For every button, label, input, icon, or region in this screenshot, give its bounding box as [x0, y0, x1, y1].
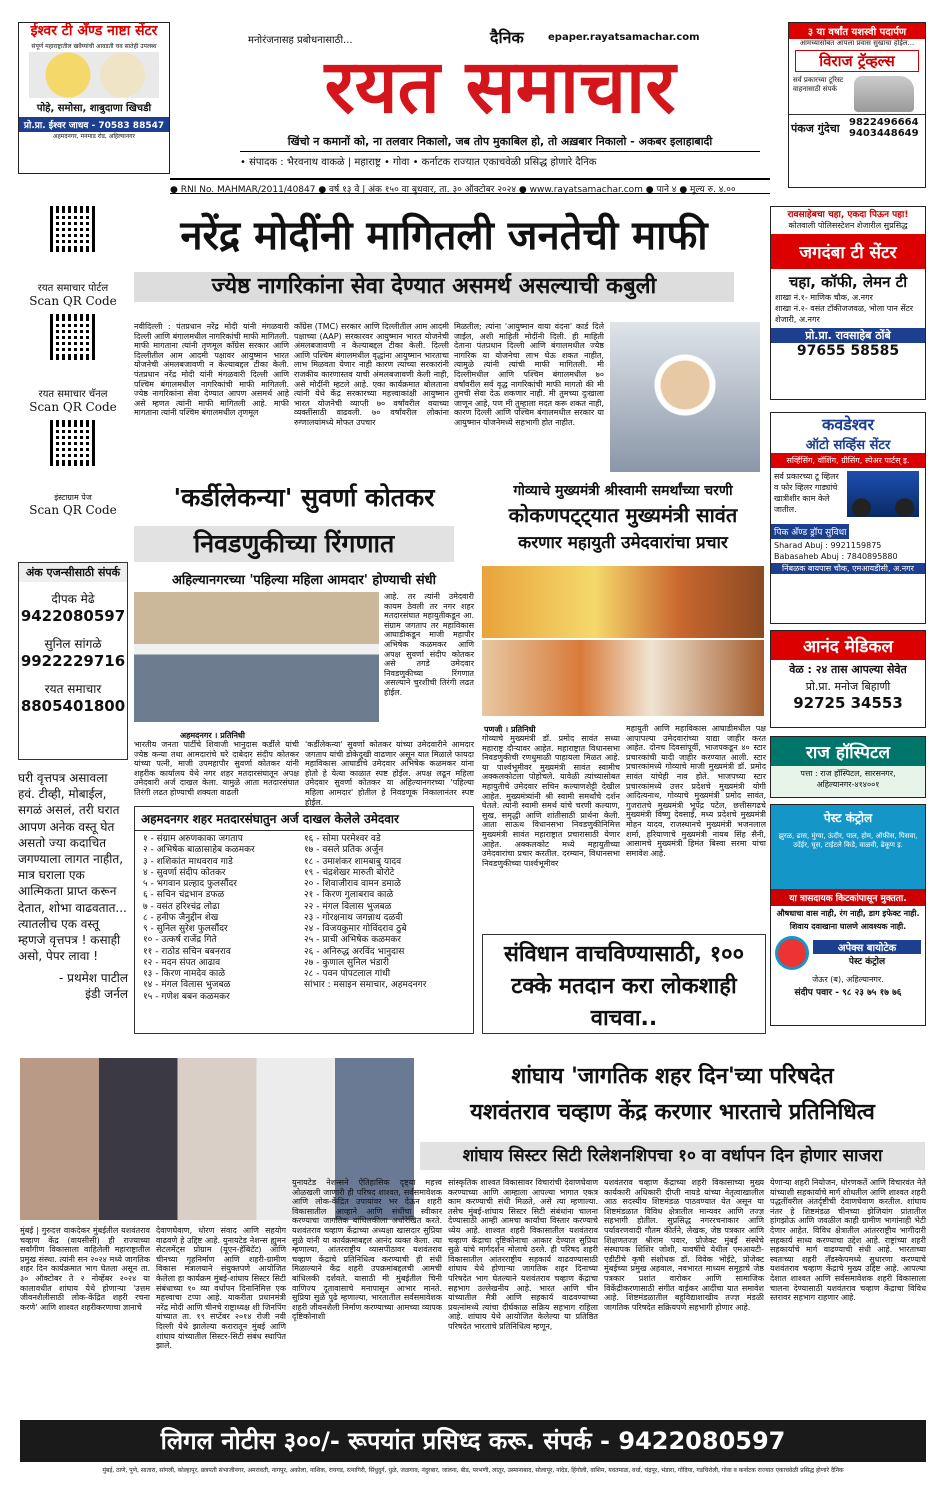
kawadeshwar-contact-1: Sharad Abuj : 9921159875 — [774, 541, 882, 550]
jagdamba-items: चहा, कॉफी, लेमन टी — [788, 273, 908, 291]
viraj-name: पंकज गुंदेचा — [791, 121, 840, 135]
vote-appeal: संविधान वाचविण्यासाठी, १०० टक्के मतदान करा लोकशाही वाचवा.. — [482, 934, 766, 1034]
jagdamba-phone: 97655 58585 — [796, 343, 900, 359]
motorcycle-icon — [847, 471, 919, 517]
anand-title: आनंद मेडिकल — [771, 631, 925, 660]
kawadeshwar-ad — [770, 412, 926, 624]
viraj-ad — [788, 22, 926, 188]
goa-headline: कोकणपट्ट्यात मुख्यमंत्री सावंत — [508, 503, 738, 527]
shanghai-headline-1: शांघाय 'जागतिक शहर दिन'च्या परिषदेत — [511, 1064, 834, 1089]
pest-contact: संदीप पवार - ९८ २३ ७५ १७ ७६ — [794, 988, 902, 998]
qr-label: इंस्टाग्राम पेज — [54, 493, 92, 502]
contact-phone[interactable]: 8805401800 — [20, 697, 126, 715]
candidate-item: १५ - गणेश बबन कळमकर — [143, 991, 230, 1002]
candidate-item: ६ - सचिन चंद्रभान डफळ — [143, 890, 225, 901]
kardile-photo — [134, 592, 379, 722]
masthead-tagline: मनोरंजनासह प्रबोधनासाठी... — [248, 35, 353, 46]
viraj-desc: सर्व प्रकारच्या टूरिस्ट वाहनासाठी संपर्क — [793, 76, 844, 93]
kardile-left: भारतीय जनता पार्टीचे शिवाजी भानुदास कर्डीले यांची ज्येष्ठ कन्या तथा आमदारांचे घरे दाबेदार संदीप कोतकर यांच्या पत्नी, माजी उपमहापौर सुवर्णा कोतकर यांनी शहरीक कार्यालय येथे नगर शहर मतदारसंघातून अपक्ष उमेदवारी अर्ज दाखल केला. यामुळे आता मतदारसंघात तिरंगी लढत होण्याची शक्यता वाढली — [134, 740, 299, 797]
kardile-kicker: 'कर्डीलेकन्या' सुवर्णा कोतकर — [173, 483, 435, 512]
main-column-3: मिळतील; त्यांना 'आयुष्मान वाया वंदना' कार्ड दिले जाईल, अशी माहिती मोदींनी दिली. ही माहिती देताना पंतप्रधान दिल्ली आणि बंगालमधील ज्येष्ठ नागरिक या योजनेचा लाभ घेऊ शकत नाहीत, त्यामुळे त्यांनी त्यांची माफी मागितली. मी दिल्लीमधील आणि पश्चिम बंगालमधील ७० वर्षांवरील सर्व वृद्ध नागरिकांची माफी मागतो की मी तुमची सेवा देऊ शकणार नाही. मी तुमच्या दुःखाला जाणून आहे, पण मी तुम्हाला मदत करू शकत नाही, कारण दिल्ली आणि पश्चिम बंगालमधील सरकार या आयुष्मान योजनेमध्ये सहभागी होत नाहीत. — [454, 322, 604, 427]
kawadeshwar-title: कवडेश्वर — [822, 415, 874, 434]
candidate-item: १९ - चंद्रशेखर मारुती बोरोटे — [304, 867, 395, 878]
raj-address: पत्ता : राज हॉस्पिटल, सारसनगर, अहिल्यानगर-४१४००१ — [800, 769, 896, 789]
pest-list: झुरळ, ढास, मुंग्या, ऊंदीर, पाल, होम, ऑफीस, पिसवा, उदेंईर, घूस, टाईटले किडे, वाळवी, ढेकूण इ. — [778, 832, 918, 849]
goa-left: गोव्याचे मुख्यमंत्री डॉ. प्रमोद सावंत सध्या महाराष्ट्र दौऱ्यावर आहेत. महाराष्ट्रात विधानसभा निवडणुकीची रणधुमाळी पाहायला मिळत आहे. या पार्श्वभूमीवर मुख्यमंत्री सावंत स्वामीच अक्कलकोटला पोहोचले. यावेळी त्यांच्यासोबत महायुतीचे उमेदवार सचिन कल्याणशेट्टी देखील आहेत. मुख्यमंत्र्यांनी श्री स्वामी समर्थांचे दर्शन घेतले. त्यांनी स्वामी समर्थ यांचे चरणी कल्याण, सुख, समृद्धी आणि शांतीसाठी प्रार्थना केली. आता साऊथ विधानसभा निवडणुकीनिमित्त मुख्यमंत्री सावंत महाराष्ट्रात प्रचारासाठी येणार आहेत. अक्कलकोट मध्ये महायुतीच्या उमेदवारांचा प्रचार करतील. दरम्यान, विधानसभा निवडणुकीच्या पार्श्वभूमीवर — [482, 734, 620, 868]
food-photo — [29, 52, 159, 98]
qr-code-instagram[interactable] — [50, 420, 96, 466]
pest-control-ad — [770, 804, 926, 1026]
kardile-headline: निवडणुकीच्या रिंगणात — [134, 526, 454, 562]
candidate-item: १४ - मंगल विलास भुजबळ — [143, 980, 231, 991]
anand-phone: 92725 34553 — [793, 694, 903, 712]
shanghai-column-1: मुंबई | गुरुदत्त वाकदेकर मुंबईतील यशवंतराव चव्हाण केंद्र (वायसीसी) ही राज्याच्या सर्वांगीण विकासाला वाहिलेली महाराष्ट्रातील प्रमुख संस्था. त्यांनी सन २०२४ मध्ये जागतिक शहर दिन कार्यक्रमात भाग घेतला असून ता. ३० ऑक्टोबर ते २ नोव्हेंबर २०२४ या कालावधीत शांघाय येथे होणाऱ्या 'उत्तम जीवनशैलीसाठी लोक-केंद्रित शहरी रचना करणे' आणि शाश्वत शहरीकरणाचा ज्ञानाचे — [20, 1226, 150, 1312]
shanghai-column-2: देवाणघेवाण, धोरण संवाद आणि सहयोग वाढवणे हे उद्दिष्ट आहे. युनायटेड नेशन्स ह्युमन सेटलमेंट्स प्रोग्राम (यूएन-हॅबिटॅट) आणि चीनच्या गृहनिर्माण आणि शहरी-ग्रामीण विकास मंत्रालयाने संयुक्तपणे आयोजित केलेला हा कार्यक्रम मुंबई-शांघाय सिस्टर सिटी संबंधाच्या १० व्या वर्धापन दिनानिमित्त एक महत्त्वाचा टप्पा आहे. याकरीता प्रधानमंत्री नरेंद्र मोदी आणि चीनचे राष्ट्राध्यक्ष शी जिनपिंग यांच्यात ता. १९ सप्टेंबर २०१४ रोजी नवी दिल्ली येथे झालेल्या करारातून मुंबई आणि शांघाय यांच्यातील सिस्टर-सिटी संबंध स्थापित झाले. — [156, 1226, 286, 1351]
kardile-sub: अहिल्यानगरच्या 'पहिल्या महिला आमदार' होण्याची संधी — [171, 573, 437, 588]
kawadeshwar-pickup: पिक अँण्ड ड्रॉप सुविधा — [771, 524, 849, 539]
masthead-slogan: खिंचो न कमानों को, ना तलवार निकालो, जब तोप मुकाबिल हो, तो अख़बार निकालो - अकबर इलाहाबादी — [287, 135, 713, 148]
raj-hospital-ad — [770, 736, 926, 798]
contact-name: दीपक मेढे — [51, 592, 95, 606]
shanghai-column-6: येणाऱ्या शहरी नियोजन, धोरणकर्ते आणि विचारवंत नेते यांच्याशी सहकार्याचे मार्ग शोधतील आणि शाश्वत शहरी पद्धतींवरील अंतर्दृष्टीची देवाणघेवाण करतील. शांघाय नंतर हे शिष्टमंडळ चीनच्या झेजियांग प्रांतातील हांगझोऊ आणि जवळील काही ग्रामीण भागांनाही भेटी देणार आहेत. विविध क्षेत्रातील आंतरराष्ट्रीय भागीदारी सहकार्य साध्य करण्याचा उद्देश आहे. राष्ट्रांच्या शहरी सहकार्याचे मार्ग वाढण्याची संधी आहे. भारताच्या स्वतःच्या शहरी लॅंडस्केपमध्ये सुधारणा करण्याचे यशवंतराव चव्हाण केंद्राचे मुख्य उद्दिष्ट आहे. आपल्या देशात शाश्वत आणि सर्वसमावेशक शहरी विकासाला चालना देण्यासाठी यशवंतराव चव्हाण केंद्राचा विविध स्तरावर सहभाग राहणार आहे. — [770, 1178, 926, 1303]
main-headline: नरेंद्र मोदींनी मागितली जनतेची माफी — [180, 213, 708, 259]
agency-contact — [18, 562, 128, 760]
kardile-dateline: अहमदनगर । प्रतिनिधी — [180, 731, 245, 740]
viraj-sub: आमच्यासोबत आपला प्रवास सुखाचा होईल... — [799, 39, 915, 47]
candidate-item: सांभार : मसाइन समाचार, अहमदनगर — [304, 980, 427, 991]
candidate-item: १२ - मदन संपत आढाव — [143, 957, 221, 968]
anand-owner: प्रो.प्रा. मनोज बिहाणी — [805, 680, 891, 693]
qr-scan: Scan QR Code — [29, 400, 117, 414]
jagdamba-title: जगदंबा टी सेंटर — [771, 234, 925, 269]
shanghai-headline-2: यशवंतराव चव्हाण केंद्र करणार भारताचे प्रतिनिधित्व — [470, 1100, 875, 1125]
goa-kicker: गोव्याचे मुख्यमंत्री श्रीस्वामी समर्थांच्या चरणी — [513, 483, 733, 499]
candidate-item: ८ - हनीफ जैनुद्दीन शेख — [143, 912, 219, 923]
candidate-item: ७ - वसंत हरिश्चंद्र लोढा — [143, 901, 220, 912]
masthead-registration: ● RNI No. MAHMAR/2011/40847 ● वर्ष १३ वे | अंक १५० वा बुधवार, ता. ३० ऑक्टोबर २०२४ ● www.rayatsamachar.com ● पाने ४ ● मूल्य रु. ४.०० — [170, 178, 770, 194]
qr-sidebar — [18, 206, 128, 517]
candidate-item: २६ - अनिरुद्ध अरविंद भानुदास — [304, 946, 405, 957]
candidate-item: २१ - किरण गुलाबराव काळे — [304, 890, 394, 901]
quote-author: - प्रथमेश पाटील — [58, 971, 128, 986]
candidate-item: १० - उत्कर्ष राजेंद्र गिते — [143, 935, 217, 946]
main-column-2: काँग्रेस (TMC) सरकार आणि दिल्लीतील आम आदमी पक्षाच्या (AAP) सरकारवर आयुष्मान भारत योजनेची अंमलबजावणी न केल्याबद्दल टीका केली. दिल्ली आणि पश्चिम बंगालमधील वृद्धांना आयुष्मान भारताचा लाभ मिळवता येणार नाही कारण त्यांच्या सरकारांनी राजकीय कारणास्तव याची अंमलबजावणी केली नाही, असे मोदींनी म्हटले आहे. एका कार्यक्रमात बोलताना त्यांनी येथे केंद्र सरकारच्या महत्त्वाकांक्षी आयुष्मान भारत योजनेची व्याप्ती ७० वर्षांवरील वयाच्या व्यक्तींसाठी वाढवली. ७० वर्षांवरील लोकांना रुग्णालयांमध्ये मोफत उपचार — [294, 322, 449, 427]
jagdamba-ad — [770, 206, 926, 400]
anand-medical-ad — [770, 630, 926, 728]
pest-note-2: शिवाय दवाखाना घालणे आवश्यक नाही. — [789, 922, 907, 931]
qr-scan: Scan QR Code — [29, 294, 117, 308]
jagdamba-branch-2: शाखा नं.२- वसंत टॉकीजजवळ, भोला पान सेंटर शेजारी, अ.नगर — [775, 304, 914, 324]
qr-code-portal[interactable] — [50, 206, 96, 252]
qr-label: रयत समाचार पोर्टल — [37, 283, 109, 294]
goa-right: महायुती आणि महाविकास आघाडीमधील पक्ष आपापल्या उमेदवारांच्या याद्या जाहीर करत आहेत. दोनच दिवसांपूर्वी, भाजपकडून ४० स्टार प्रचारकांची यादी जाहीर करण्यात आली. स्टार प्रचारकांमध्ये गोव्याचे माजी मुख्यमंत्री डॉ. प्रमोद सावंत यांचेही नाव होते. भाजपच्या स्टार प्रचारकांमध्ये उत्तर प्रदेशचे मुख्यमंत्री योगी आदित्यनाथ, गोव्याचे मुख्यमंत्री प्रमोद सावंत, गुजरातचे मुख्यमंत्री भूपेंद्र पटेल, छत्तीसगढचे मुख्यमंत्री विष्णु देवसाई, मध्य प्रदेशचे मुख्यमंत्री मोहन यादव, राजस्थानचे मुख्यमंत्री भजनलाल शर्मा, हरियाणाचे मुख्यमंत्री नायब सिंह सैनी, आसामचे मुख्यमंत्री हिमंत बिस्वा सरमा यांचा समावेश आहे. — [626, 724, 766, 858]
footer-districts: मुंबई, ठाणे, पुणे, सातारा, सांगली, कोल्हापूर, छत्रपती संभाजीनगर, अमरावती, नागपूर, अकोला, नाशिक, रायगड, रत्नागिरी, सिंधुदुर्ग, धुळे, जळगाव, नंदुरबार, जालना, बीड, परभणी, लातूर, उस्मानाबाद, सोलापूर, नांदेड, हिंगोली, वाशिम, यवतमाळ, वर्धा, चंद्रपूर, भंडारा, गोंदिया, गडचिरोली, गोवा व कर्नाटक राज्यात एकाचवेळी प्रसिद्ध होणारे दैनिक — [102, 1467, 844, 1474]
ishwar-sub: संपूर्ण महाराष्ट्रातील खवैय्यांची आवडती चव सातेही उपलब्ध — [31, 43, 157, 50]
viraj-title: विराज ट्रॅव्हल्स — [795, 50, 919, 72]
pest-city: जेऊर (ब), अहिल्यानगर. — [812, 975, 884, 984]
candidate-item: १६ - सोमा परमेश्वर वडे — [304, 834, 381, 844]
quote-text: घरी वृत्तपत्र असावला हवं. टीव्ही, मोबाईल, सगळं असलं, तरी घरात आपण अनेक वस्तू घेत असतो ज्या कदाचित जगण्याला लागत नाहीत, मात्र घराला एक आत्मिकता प्राप्त करून देतात, शोभा वाढवतात... त्यातलीच एक वस्तू म्हणजे वृत्तपत्र ! कसाही असो, पेपर लावा ! — [18, 771, 127, 964]
ishwar-address: अहमदनगर, मनमाड रोड, अहिल्यानगर — [53, 133, 135, 140]
candidate-item: १८ - उमाशंकर शामबाबु यादव — [304, 856, 402, 867]
pest-brand-2: पेस्ट कंट्रोल — [848, 956, 886, 967]
candidate-item: १७ - वसले प्रतिक अर्जुन — [304, 845, 384, 856]
goa-photo-meeting — [482, 640, 764, 716]
kardile-mid: 'कर्डीलेकन्या' सुवर्णा कोतकर यांच्या उमेदवारीने आमदार जगताप यांची डोकेदुखी वाढणार असून यात मिळाले फायदा महाविकास आघाडीचे उमेदवार अभिषेक कळमकर यांना होतो हे येत्या काळात स्पष्ट होईल. अपक्ष लढून महिला उमेदवार सुवर्णा कोतकर या अहिल्यानगरच्या 'पहिल्या महिला आमदार' होतील हे निवडणूक निकालानंतर स्पष्ट होईल. — [305, 740, 474, 807]
masthead-daily: दैनिक — [490, 28, 524, 47]
raj-title: राज हॉस्पिटल — [771, 737, 925, 766]
masthead-info: • संपादक : भैरवनाथ वाकळे | महाराष्ट्र • गोवा • कर्नाटक राज्यात एकाचवेळी प्रसिद्ध होणारे दैनिक — [240, 151, 760, 167]
kawadeshwar-desc: सर्व प्रकारच्या टू व्हिलर व फोर व्हिलर गाड्यांचे खात्रीशीर काम केले जातील. — [774, 472, 839, 514]
candidate-item: ११ - राठोड सचिन बबनराव — [143, 946, 231, 957]
jagdamba-branch-1: शाखा नं.१- माणिक चौक, अ.नगर — [775, 293, 873, 302]
newspaper-title: रयत समाचार — [324, 44, 676, 130]
candidate-item: २० - शिवाजीराव वामन डमाळे — [304, 879, 401, 889]
viraj-top: ३ या वर्षांत यशस्वी पदार्पण — [789, 23, 925, 39]
kawadeshwar-services: सर्व्हिसिंग, वॉशिंग, ग्रीसिंग, स्पेअर पार्टस् इ. — [771, 453, 925, 468]
ishwar-owner: प्रो.प्रा. ईश्वर जाधव - 70583 88547 — [19, 117, 169, 132]
candidates-list — [134, 806, 474, 1034]
kawadeshwar-sub: ऑटो सर्व्हिस सेंटर — [805, 438, 891, 453]
qr-label: रयत समाचार चॅनल — [38, 389, 108, 400]
shanghai-column-5: यशवंतराव चव्हाण केंद्राच्या शहरी विकासाच्या मुख्य कार्यकारी अधिकारी दीप्ती नायडे यांच्या नेतृत्वाखालील आठ सदस्यीय शिष्टमंडळ पाठवण्यात येत असून या शिष्टमंडळात विविध क्षेत्रातील मान्यवर आणि तज्ज्ञ सहभागी होतील. सुप्रसिद्ध नगररचनाकार आणि पर्यावरणवादी गौतम कीर्तने, लेखक, जेष्ठ पत्रकार आणि शिक्षणतज्ज्ञ श्रीराम पवार, प्रोजेक्ट मुंबई संस्थेचे संस्थापक शिशिर जोशी, यावर्षीचे येथील एमआयटी-एडीटीचे कृषी संशोधक डॉ. विवेक भोईटे, प्रोजेक्ट मुंबईच्या प्रमुख अहवाल, नवभारत माध्यम समूहाचे जेष्ठ पत्रकार प्रशांत वारोकर आणि सामाजिक विकेंद्रीकरणासाठी संगीत वाईकर आदींचा यात समावेश आहे. शिष्टमंडळातील बहुविद्याशाखीय तज्ज्ञ मंडळी जागतिक परिषदेत सक्रियपणे सहभागी होणार आहे. — [604, 1178, 764, 1312]
jagdamba-top: रावसाहेबचा चहा, एकदा पिऊन पहा! — [787, 210, 909, 220]
contact-name: रयत समाचार — [44, 682, 102, 696]
anand-line: वेळ : २४ तास आपल्या सेवेत — [789, 663, 907, 676]
viraj-phone-1: 9822496664 — [849, 117, 919, 128]
candidates-title: अहमदनगर शहर मतदारसंघातुन अर्ज दाखल केलेले उमेदवार — [135, 807, 473, 831]
goa-photo-temple — [482, 566, 764, 638]
goa-dateline: पणजी । प्रतिनिधी — [484, 725, 536, 734]
candidate-item: २८ - पवन पोपटलाल गांधी — [304, 969, 391, 979]
pest-title: पेस्ट कंट्रोल — [823, 811, 873, 825]
ishwar-title: ईश्वर टी अँण्ड नाष्टा सेंटर — [30, 23, 158, 39]
candidate-item: ३ - शशिकांत माधवराव गाडे — [143, 856, 233, 867]
main-subheadline: ज्येष्ठ नागरिकांना सेवा देण्यात असमर्थ असल्याची कबुली — [134, 272, 734, 302]
kardile-right: आहे. तर त्यांनी उमेदवारी कायम ठेवली तर नगर शहर मतदारसंघात महायुतीकडून आ. संग्राम जगताप तर महाविकास आघाडीकडून माजी महापौर अभिषेक कळमकर आणि अपक्ष सुवर्णा संदीप कोतकर असे तगडे उमेदवार निवडणुकीच्या रिंगणात असल्याने चुरशीची तिरंगी लढत होईल. — [384, 592, 474, 697]
qr-scan: Scan QR Code — [29, 503, 117, 517]
ishwar-items: पोहे, समोसा, शाबुदाणा खिचडी — [36, 103, 152, 114]
newspaper-quote — [18, 770, 128, 1050]
pest-brand: अपेक्स बायोटेक — [813, 940, 921, 954]
viraj-phone-2: 9403448649 — [849, 128, 919, 139]
shanghai-column-4: सांस्कृतिक शाश्वत विकासावर विचारांची देवाणघेवाण करण्याच्या आणि आम्हाला आपल्या भागात एकत्र काम करण्याची संधी मिळते, असे त्या म्हणाल्या. तसेच मुंबई-शांघाय सिस्टर सिटी संबंधांना चालना देण्यासाठी आम्ही आमचा कार्याचा विस्तार करण्याचे ध्येय आहे. शाश्वत शहरी विकासातील यशवंतराव चव्हाण केंद्राचा दृष्टिकोनाचा आकार देण्यात सुप्रिया सुळे यांचे मार्गदर्शन मोलाचे ठरले. ही परिषद शहरी विकासातील आंतरराष्ट्रीय सहकार्य वाढवण्यासाठी शांघाय येथे होणाऱ्या जागतिक शहर दिनाच्या परिषदेत भाग घेतल्याने यशवंतराव चव्हाण केंद्राचा सहभाग उल्लेखनीय आहे. भारत आणि चीन यांच्यातील मैत्री आणि सहकार्य वाढवण्याच्या प्रयत्नांमध्ये त्यांचा दीर्घकाळ सक्रिय सहभाग राहिला आहे. शांघाय येथे आयोजित केलेल्या या प्रतिष्ठित परिषदेत भारताचे प्रतिनिधित्व म्हणून, — [448, 1178, 598, 1331]
kawadeshwar-contact-2: Babasaheb Abuj : 7840895880 — [774, 552, 898, 561]
contact-phone[interactable]: 9422080597 — [20, 607, 126, 625]
goa-sub: करणार महायुती उमेदवारांचा प्रचार — [518, 533, 728, 553]
contact-phone[interactable]: 9922229716 — [20, 652, 126, 670]
candidate-item: १३ - किरण नामदेव काळे — [143, 969, 226, 979]
shanghai-column-3: युनायटेड नेशन्सने ऐतिहासिक दृष्ट्या महत्त्व ओळखली जाणारी ही परिषद शाश्वत, सर्वसमावेशक आणि लोक-केंद्रित उपायांवर भर देऊन शहरी विकासातील आव्हाने आणि संधींचा स्वीकार करण्याचा जागतिक बांधिलकीला अधोरेखित करते. यशवंतराव चव्हाण केंद्राच्या अध्यक्षा खासदार सुप्रिया सुळे यांनी या कार्यक्रमाबद्दल आनंद व्यक्त केला. त्या म्हणाल्या, आंतरराष्ट्रीय व्यासपीठावर यशवंतराव चव्हाण केंद्राचे प्रतिनिधित्व करण्याची ही संधी मिळाल्याने केंद्र शहरी उपक्रमांबद्दलची आमची बांधिलकी दर्शवते. यासाठी मी मुंबईतील चिनी वाणिज्य दूतावासाचे मनापासून आभार मानते. सुप्रिया सुळे पुढे म्हणाल्या, भारतातील सर्वसमावेशक शहरी जीवनशैली निर्माण करण्याच्या आमच्या व्यापक दृष्टिकोनाशी — [292, 1178, 442, 1322]
shanghai-sub: शांघाय सिस्टर सिटी रिलेशनशिपचा १० वा वर्धापन दिन होणार साजरा — [420, 1142, 925, 1170]
candidate-item: १ - संग्राम अरुणकाका जगताप — [143, 834, 243, 844]
contact-name: सुनिल सांगळे — [44, 637, 102, 651]
ishwar-ad — [18, 22, 170, 174]
modi-photo — [610, 322, 760, 472]
quote-org: इंडी जर्नल — [85, 987, 128, 1002]
legal-notice-banner: लिगल नोटीस ३००/- रूपयांत प्रसिध्द करू. संपर्क - 9422080597 — [20, 1420, 926, 1462]
kawadeshwar-address: निंबळक बायपास चौक, एमआयडीसी, अ.नगर — [771, 563, 925, 574]
epaper-link[interactable]: epaper.rayatsamachar.com — [548, 32, 700, 43]
contact-title: अंक एजन्सीसाठी संपर्क — [19, 563, 127, 582]
main-column-1: नवीदिल्ली : पंतप्रधान नरेंद्र मोदी यांनी मंगळवारी दिल्ली आणि बंगालमधील नागरिकांची माफी मागितली. माफी मागताना त्यांनी तृणमूल काँग्रेस सरकार आणि दिल्लीतील आम आदमी पक्षावर आयुष्मान भारत योजनेची अंमलबजावणी न केल्याबद्दल टीका केली. पंतप्रधान नरेंद्र मोदी यांनी मंगळवारी दिल्ली आणि पश्चिम बंगालमधील नागरिकांची माफी मागितली. ज्येष्ठ नागरिकांना सेवा देण्यात आपण असमर्थ आहे असे म्हणत त्यांनी माफी मागितली आहे. माफी मागताना त्यांनी पश्चिम बंगालमधील तृणमूल — [134, 322, 289, 418]
candidate-item: ४ - सुवर्णा संदीप कोतकर — [143, 867, 226, 878]
candidate-item: ५ - भगवान प्रल्हाद फुलसौंदर — [143, 879, 237, 889]
candidate-item: २४ - विजयकुमार गोविंदराव ठुबे — [304, 924, 407, 934]
jagdamba-owner: प्रो.प्रा. रावसाहेब ठोंबे — [771, 328, 925, 343]
candidate-item: २२ - मंगल विलास भुजबळ — [304, 901, 392, 912]
apex-logo-icon — [775, 936, 809, 970]
car-icon — [854, 76, 914, 112]
qr-code-channel[interactable] — [50, 314, 96, 360]
candidate-item: २५ - प्राची अभिषेक कळमकर — [304, 935, 401, 946]
pest-tagline: या त्रासदायक किटकांपासून मुक्तता. — [771, 889, 925, 906]
jagdamba-sub: कोतवाली पोलिसस्टेशन शेजारील सुप्रसिद्ध — [788, 221, 908, 230]
candidate-item: २ - अभिषेक बाळासाहेब कळमकर — [143, 845, 255, 856]
pest-note-1: औषधाचा वास नाही, रंग नाही, डाग इफेक्ट नाही. — [776, 909, 920, 918]
candidate-item: २३ - गोरक्षनाथ जगन्नाथ दळवी — [304, 912, 403, 923]
candidate-item: २७ - कुणाल सुनिल भंडारी — [304, 957, 389, 968]
candidate-item: ९ - सुनिल सुरेश फुलसौंदर — [143, 924, 228, 934]
